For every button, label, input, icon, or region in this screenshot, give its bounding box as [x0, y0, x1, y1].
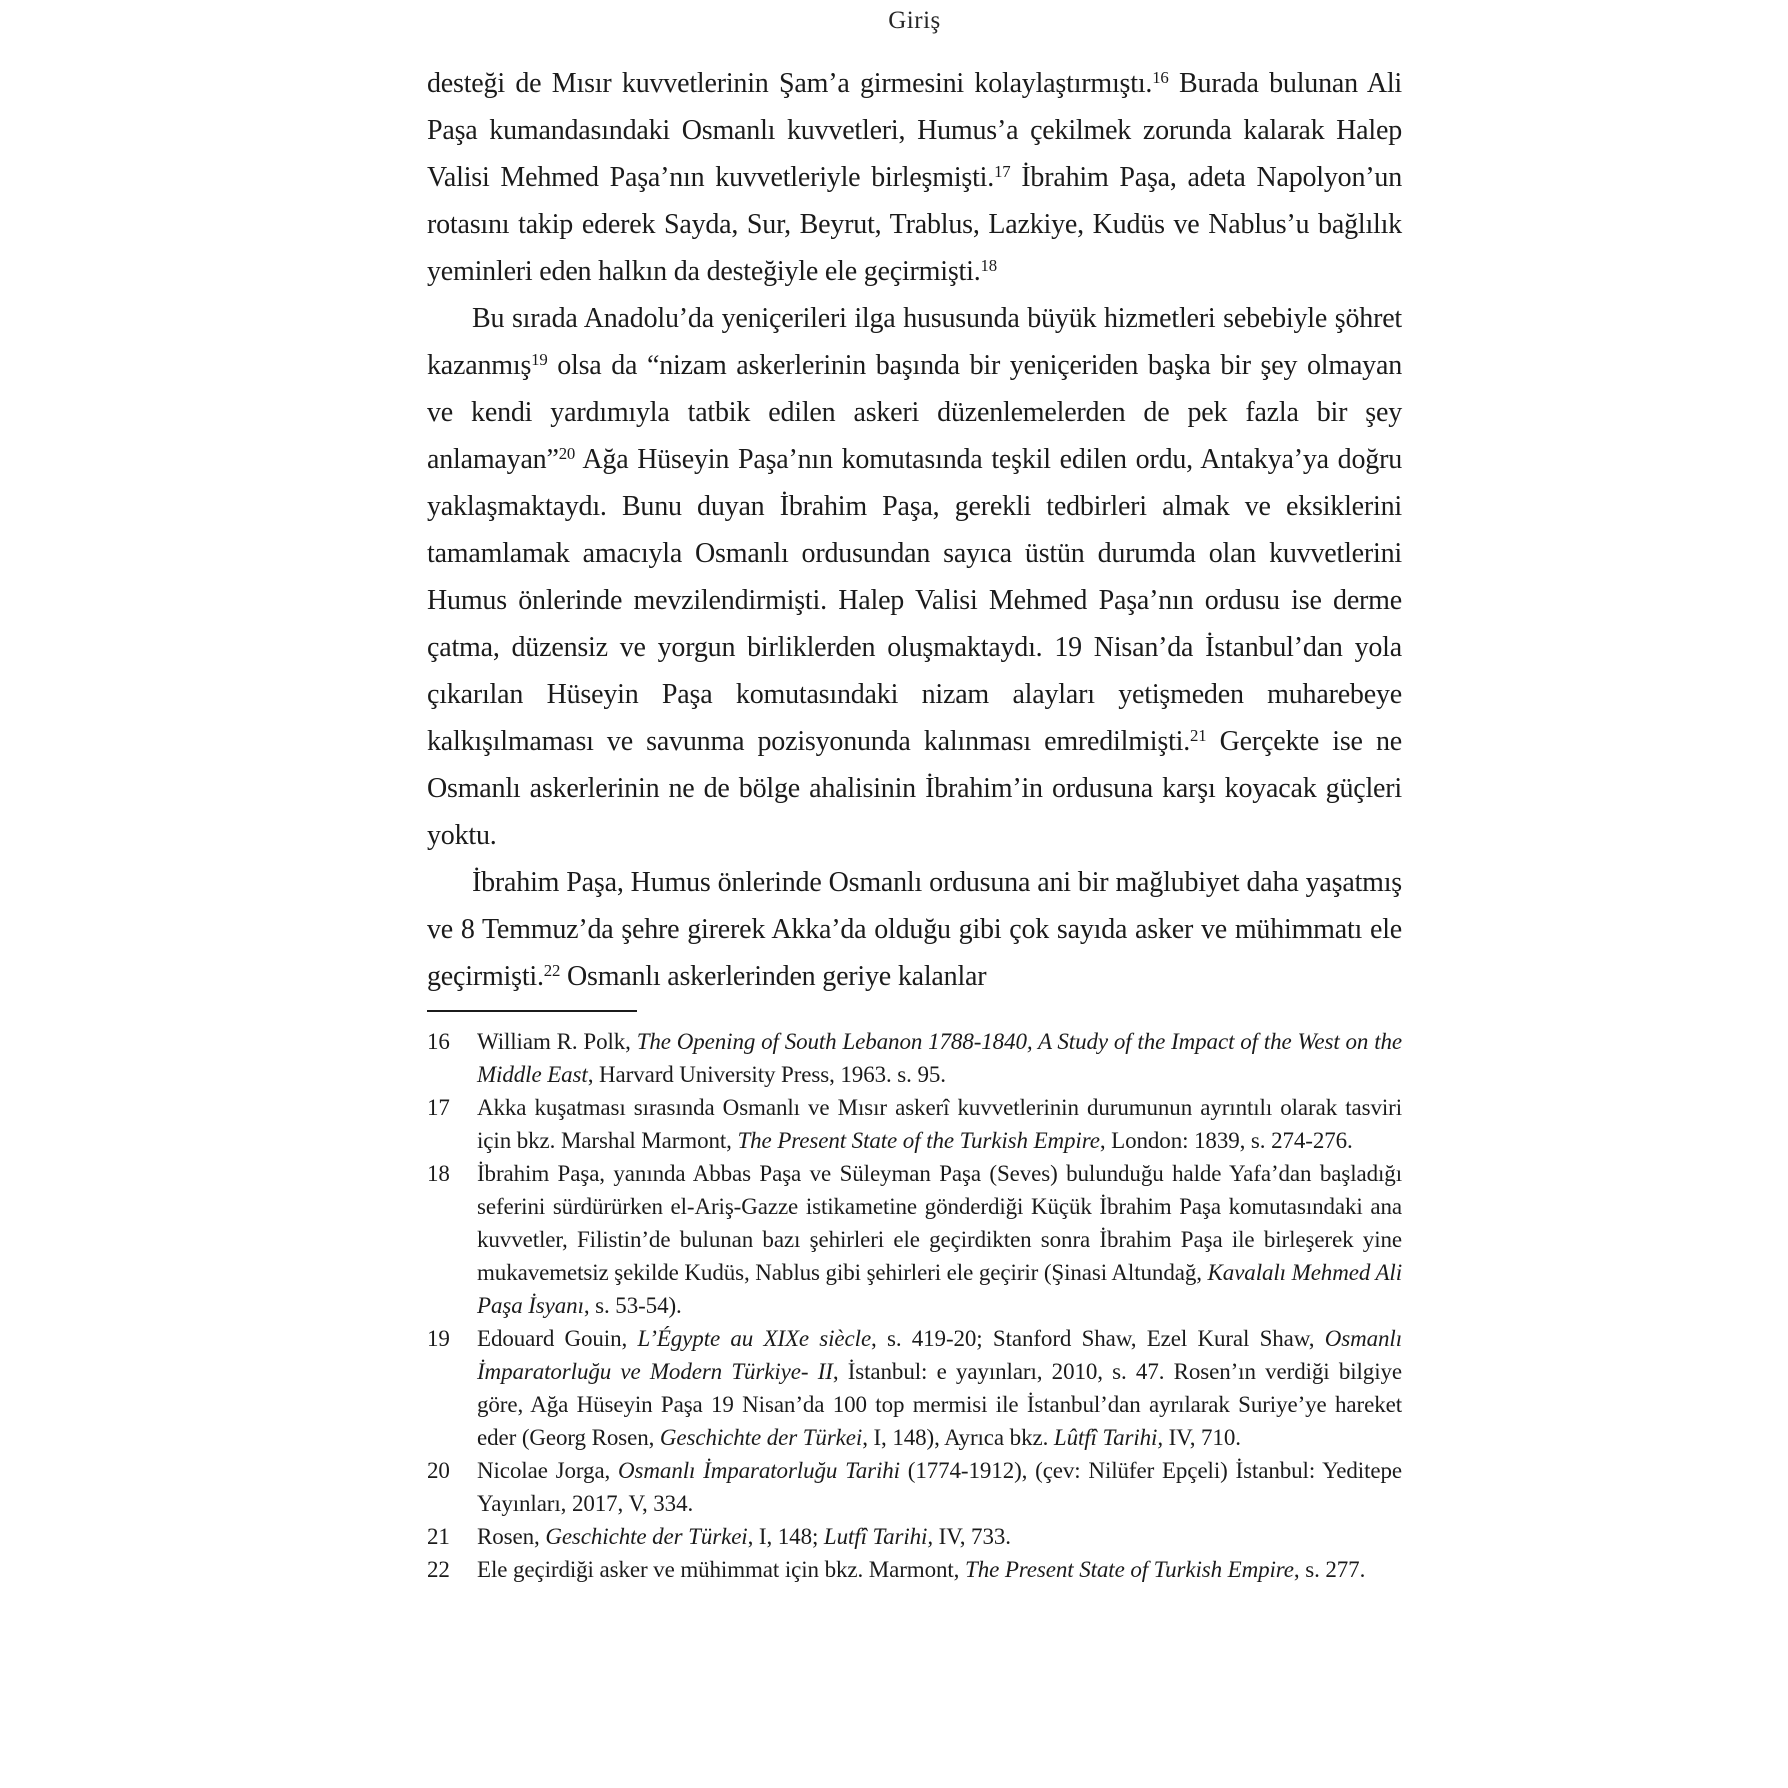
- body-paragraph: [427, 295, 1402, 859]
- footnote: [427, 1322, 1402, 1454]
- footnote-ref: 17: [994, 161, 1011, 181]
- italic-text: Osmanlı İmparatorluğu Tarihi: [618, 1458, 900, 1483]
- footnote: [427, 1091, 1402, 1157]
- text-run: Bu sırada Anadolu’da yeniçerileri ilga hususunda büyük hizmetleri sebebiyle şöhret kazanmış: [427, 303, 1402, 381]
- text-run: Edouard Gouin,: [477, 1326, 638, 1351]
- footnote-number: 18: [427, 1161, 450, 1186]
- footnote-text: [477, 1454, 1402, 1520]
- footnote-number: 17: [427, 1095, 450, 1120]
- text-run: İbrahim Paşa, Humus önlerinde Osmanlı ordusuna ani bir mağlubiyet daha yaşatmış ve 8 Temmuz’da şehre girerek Akka’da olduğu gibi çok sayıda asker ve mühimmatı ele geçirmişti.: [427, 867, 1402, 992]
- footnote-number: 22: [427, 1557, 450, 1582]
- text-run: Osmanlı askerlerinden geriye kalanlar: [560, 961, 987, 992]
- text-run: (1774-1912), (çev: Nilüfer Epçeli) İstanbul: Yeditepe Yayınları, 2017, V, 334.: [477, 1458, 1403, 1516]
- footnote-ref: 20: [558, 443, 576, 463]
- text-run: , s. 419-20; Stanford Shaw, Ezel Kural Shaw,: [871, 1326, 1325, 1351]
- italic-text: Osmanlı İmparatorluğu ve Modern Türkiye- II: [477, 1326, 1402, 1384]
- footnote-text: [477, 1025, 1402, 1091]
- italic-text: Geschichte der Türkei: [545, 1524, 748, 1549]
- text-run: Ağa Hüseyin Paşa’nın komutasında teşkil edilen ordu, Antakya’ya doğru yaklaşmaktaydı. Bunu duyan İbrahim Paşa, gerekli tedbirleri almak ve eksiklerini tamamlamak amacıyla Osmanlı ordusundan sayıca üstün durumda olan kuvvetlerini Humus önlerinde mevzilendirmişti. Halep Valisi Mehmed Paşa’nın ordusu ise derme çatma, düzensiz ve yorgun birliklerden oluşmaktaydı. 19 Nisan’da İstanbul’dan yola çıkarılan Hüseyin Paşa komutasındaki nizam alayları yetişmeden muharebeye kalkışılmaması ve savunma pozisyonunda kalınması emredilmişti.: [427, 444, 1402, 757]
- text-run: Rosen,: [477, 1524, 546, 1549]
- footnote-ref: 16: [1152, 67, 1169, 87]
- footnote: [427, 1553, 1402, 1586]
- text-run: , Harvard University Press, 1963. s. 95.: [587, 1062, 946, 1087]
- text-run: , s. 277.: [1293, 1557, 1366, 1582]
- footnote: [427, 1520, 1402, 1553]
- footnote-text: [477, 1322, 1402, 1454]
- footnote-ref: 22: [543, 960, 561, 980]
- italic-text: L’Égypte au XIXe siècle: [637, 1326, 872, 1351]
- text-run: desteği de Mısır kuvvetlerinin Şam’a girmesini kolaylaştırmıştı.: [427, 68, 1153, 99]
- footnote-text: [477, 1091, 1402, 1157]
- footnotes-section: [427, 1025, 1402, 1586]
- text-run: , I, 148), Ayrıca bkz.: [862, 1425, 1054, 1450]
- italic-text: The Present State of the Turkish Empire: [737, 1128, 1100, 1153]
- footnote-text: [477, 1553, 1402, 1586]
- text-run: IV, 710.: [1162, 1425, 1241, 1450]
- running-head: Giriş: [888, 7, 941, 34]
- footnote: [427, 1157, 1402, 1322]
- text-run: IV, 733.: [933, 1524, 1011, 1549]
- body-paragraph: [427, 60, 1402, 295]
- footnote-number: 21: [427, 1524, 450, 1549]
- italic-text: The Opening of South Lebanon 1788-1840, A Study of the Impact of the West on the Middle East: [477, 1029, 1402, 1087]
- text-run: olsa da “nizam askerlerinin başında bir yeniçeriden başka bir şey olmayan ve kendi yardımıyla tatbik edilen askeri düzenlemelerden de pek fazla bir şey anlamayan”: [427, 350, 1402, 475]
- italic-text: Lutfî Tarihi,: [823, 1524, 933, 1549]
- footnote-ref: 19: [531, 349, 548, 369]
- italic-text: Geschichte der Türkei: [659, 1425, 863, 1450]
- footnote: [427, 1025, 1402, 1091]
- footnote-number: 19: [427, 1326, 450, 1351]
- text-run: , I, 148;: [747, 1524, 824, 1549]
- text-run: , s. 53-54).: [583, 1293, 682, 1318]
- italic-text: Lûtfî Tarihi,: [1053, 1425, 1163, 1450]
- text-run: İbrahim Paşa, adeta Napolyon’un rotasını takip ederek Sayda, Sur, Beyrut, Trablus, Lazkiye, Kudüs ve Nablus’u bağlılık yeminleri eden halkın da desteğiyle ele geçirmişti.: [427, 162, 1402, 287]
- text-run: İbrahim Paşa, yanında Abbas Paşa ve Süleyman Paşa (Seves) bulunduğu halde Yafa’dan başladığı seferini sürdürürken el-Ariş-Gazze istikametine gönderdiği Küçük İbrahim Paşa komutasındaki ana kuvvetler, Filistin’de bulunan bazı şehirleri ele geçirdikten sonra İbrahim Paşa ile birleşerek yine mukavemetsiz şekilde Kudüs, Nablus gibi şehirleri ele geçirir (Şinasi Altundağ,: [477, 1161, 1402, 1285]
- footnote-ref: 21: [1190, 725, 1207, 745]
- footnote-text: [477, 1157, 1402, 1322]
- footnote: [427, 1454, 1402, 1520]
- text-run: Nicolae Jorga,: [477, 1458, 619, 1483]
- body-paragraph: [427, 859, 1402, 1000]
- text-run: William R. Polk,: [477, 1029, 637, 1054]
- footnote-ref: 18: [980, 255, 997, 275]
- text-run: , London: 1839, s. 274-276.: [1099, 1128, 1353, 1153]
- italic-text: Kavalalı Mehmed Ali Paşa İsyanı: [477, 1260, 1402, 1318]
- body-text: [427, 60, 1402, 1000]
- footnote-number: 16: [427, 1029, 450, 1054]
- text-run: Gerçekte ise ne Osmanlı askerlerinin ne de bölge ahalisinin İbrahim’in ordusuna karşı koyacak güçleri yoktu.: [427, 726, 1402, 851]
- text-column: [427, 0, 1402, 1586]
- text-run: Akka kuşatması sırasında Osmanlı ve Mısır askerî kuvvetlerinin durumunun ayrıntılı olarak tasviri için bkz. Marshal Marmont,: [477, 1095, 1402, 1153]
- text-run: Ele geçirdiği asker ve mühimmat için bkz. Marmont,: [477, 1557, 965, 1582]
- footnote-number: 20: [427, 1458, 450, 1483]
- footnote-separator: [427, 1010, 637, 1012]
- footnote-text: [477, 1520, 1402, 1553]
- text-run: Burada bulunan Ali Paşa kumandasındaki Osmanlı kuvvetleri, Humus’a çekilmek zorunda kalarak Halep Valisi Mehmed Paşa’nın kuvvetleriyle birleşmişti.: [427, 68, 1403, 193]
- text-run: , İstanbul: e yayınları, 2010, s. 47. Rosen’ın verdiği bilgiye göre, Ağa Hüseyin Paşa 19 Nisan’da 100 top mermisi ile İstanbul’dan ayrılarak Suriye’ye hareket eder (Georg Rosen,: [477, 1359, 1402, 1450]
- italic-text: The Present State of Turkish Empire: [965, 1557, 1294, 1582]
